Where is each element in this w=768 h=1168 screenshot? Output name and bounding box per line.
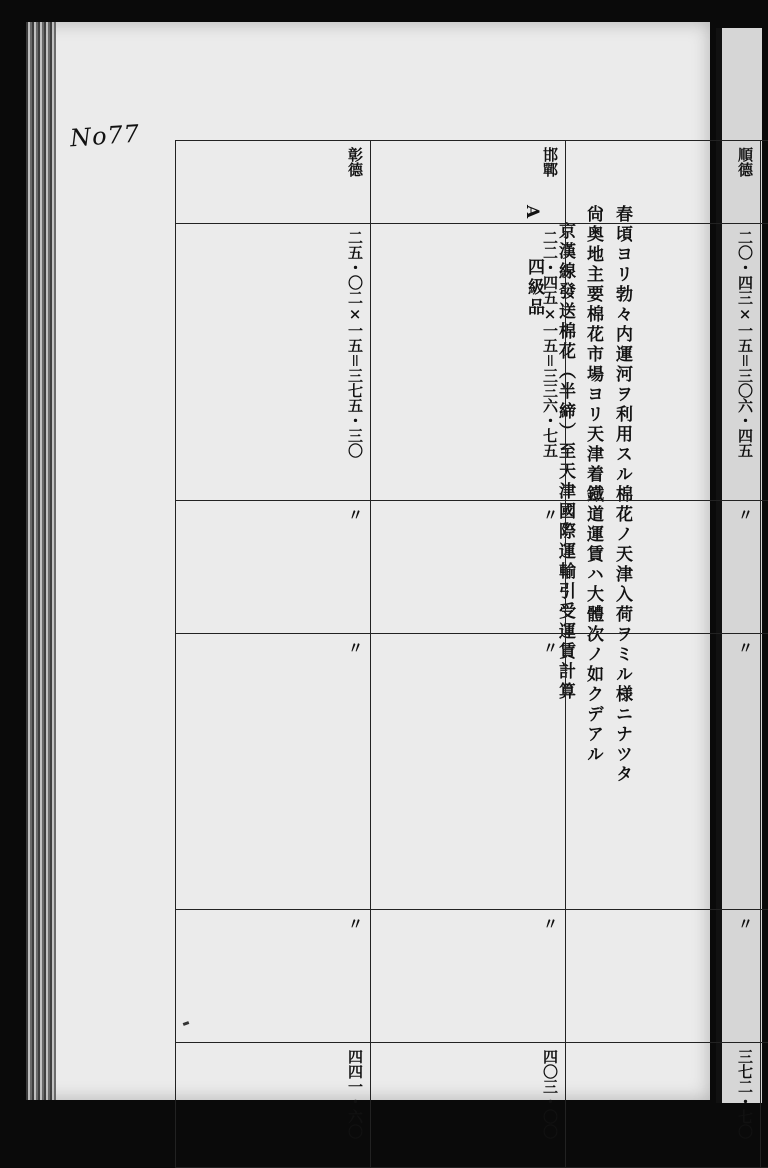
text-line-3: 京漢線發送棉花（半締）至天津國際運輸引受運賃計算 <box>553 222 578 702</box>
station-cell-6: 彰德 <box>176 141 371 224</box>
cell-r6-c3: 〃 <box>176 633 371 909</box>
cell-r3-c1 <box>761 224 768 500</box>
cell-r6-c5: 四四一・六〇 <box>176 1042 371 1167</box>
station-cell-5: 邯鄲 <box>371 141 566 224</box>
book-spine-shadow <box>26 22 56 1100</box>
cell-r3-c3 <box>761 633 768 909</box>
cell-r4-c1: 二〇・四三×一五＝三〇六・四五 <box>566 224 761 500</box>
text-line-2: 尙奥地主要棉花市場ヨリ天津着鐡道運賃ハ大體次ノ如クデアル <box>581 205 606 765</box>
cell-r3-c5 <box>761 1042 768 1167</box>
cell-r4-c5: 三七二・七〇 <box>566 1042 761 1167</box>
cell-r6-c4: 〃 <box>176 909 371 1042</box>
cell-r5-c2: 〃 <box>371 500 566 633</box>
cell-r5-c5: 四〇三・〇〇 <box>371 1042 566 1167</box>
cell-r6-c1: 二五・〇二×一五＝三七五・三〇 <box>176 224 371 500</box>
cell-r4-c3: 〃 <box>566 633 761 909</box>
text-line-1: 春頃ヨリ勃々内運河ヲ利用スル棉花ノ天津入荷ヲミル様ニナツタ <box>610 205 635 785</box>
station-cell-4: 順德 <box>566 141 761 224</box>
cell-r5-c4: 〃 <box>371 909 566 1042</box>
cell-r4-c2: 〃 <box>566 500 761 633</box>
text-line-5: 四級品 <box>522 258 547 318</box>
cell-r3-c2 <box>761 500 768 633</box>
station-cell-3 <box>761 141 768 224</box>
cell-r5-c3: 〃 <box>371 633 566 909</box>
cell-r4-c4: 〃 <box>566 909 761 1042</box>
freight-table <box>175 140 768 1168</box>
page-number: No77 <box>69 120 141 153</box>
cell-r3-c4 <box>761 909 768 1042</box>
cell-r5-c1: 二二・四五×一五＝三三六・七五 <box>371 224 566 500</box>
text-line-4: A <box>522 205 542 221</box>
cell-r6-c2: 〃 <box>176 500 371 633</box>
